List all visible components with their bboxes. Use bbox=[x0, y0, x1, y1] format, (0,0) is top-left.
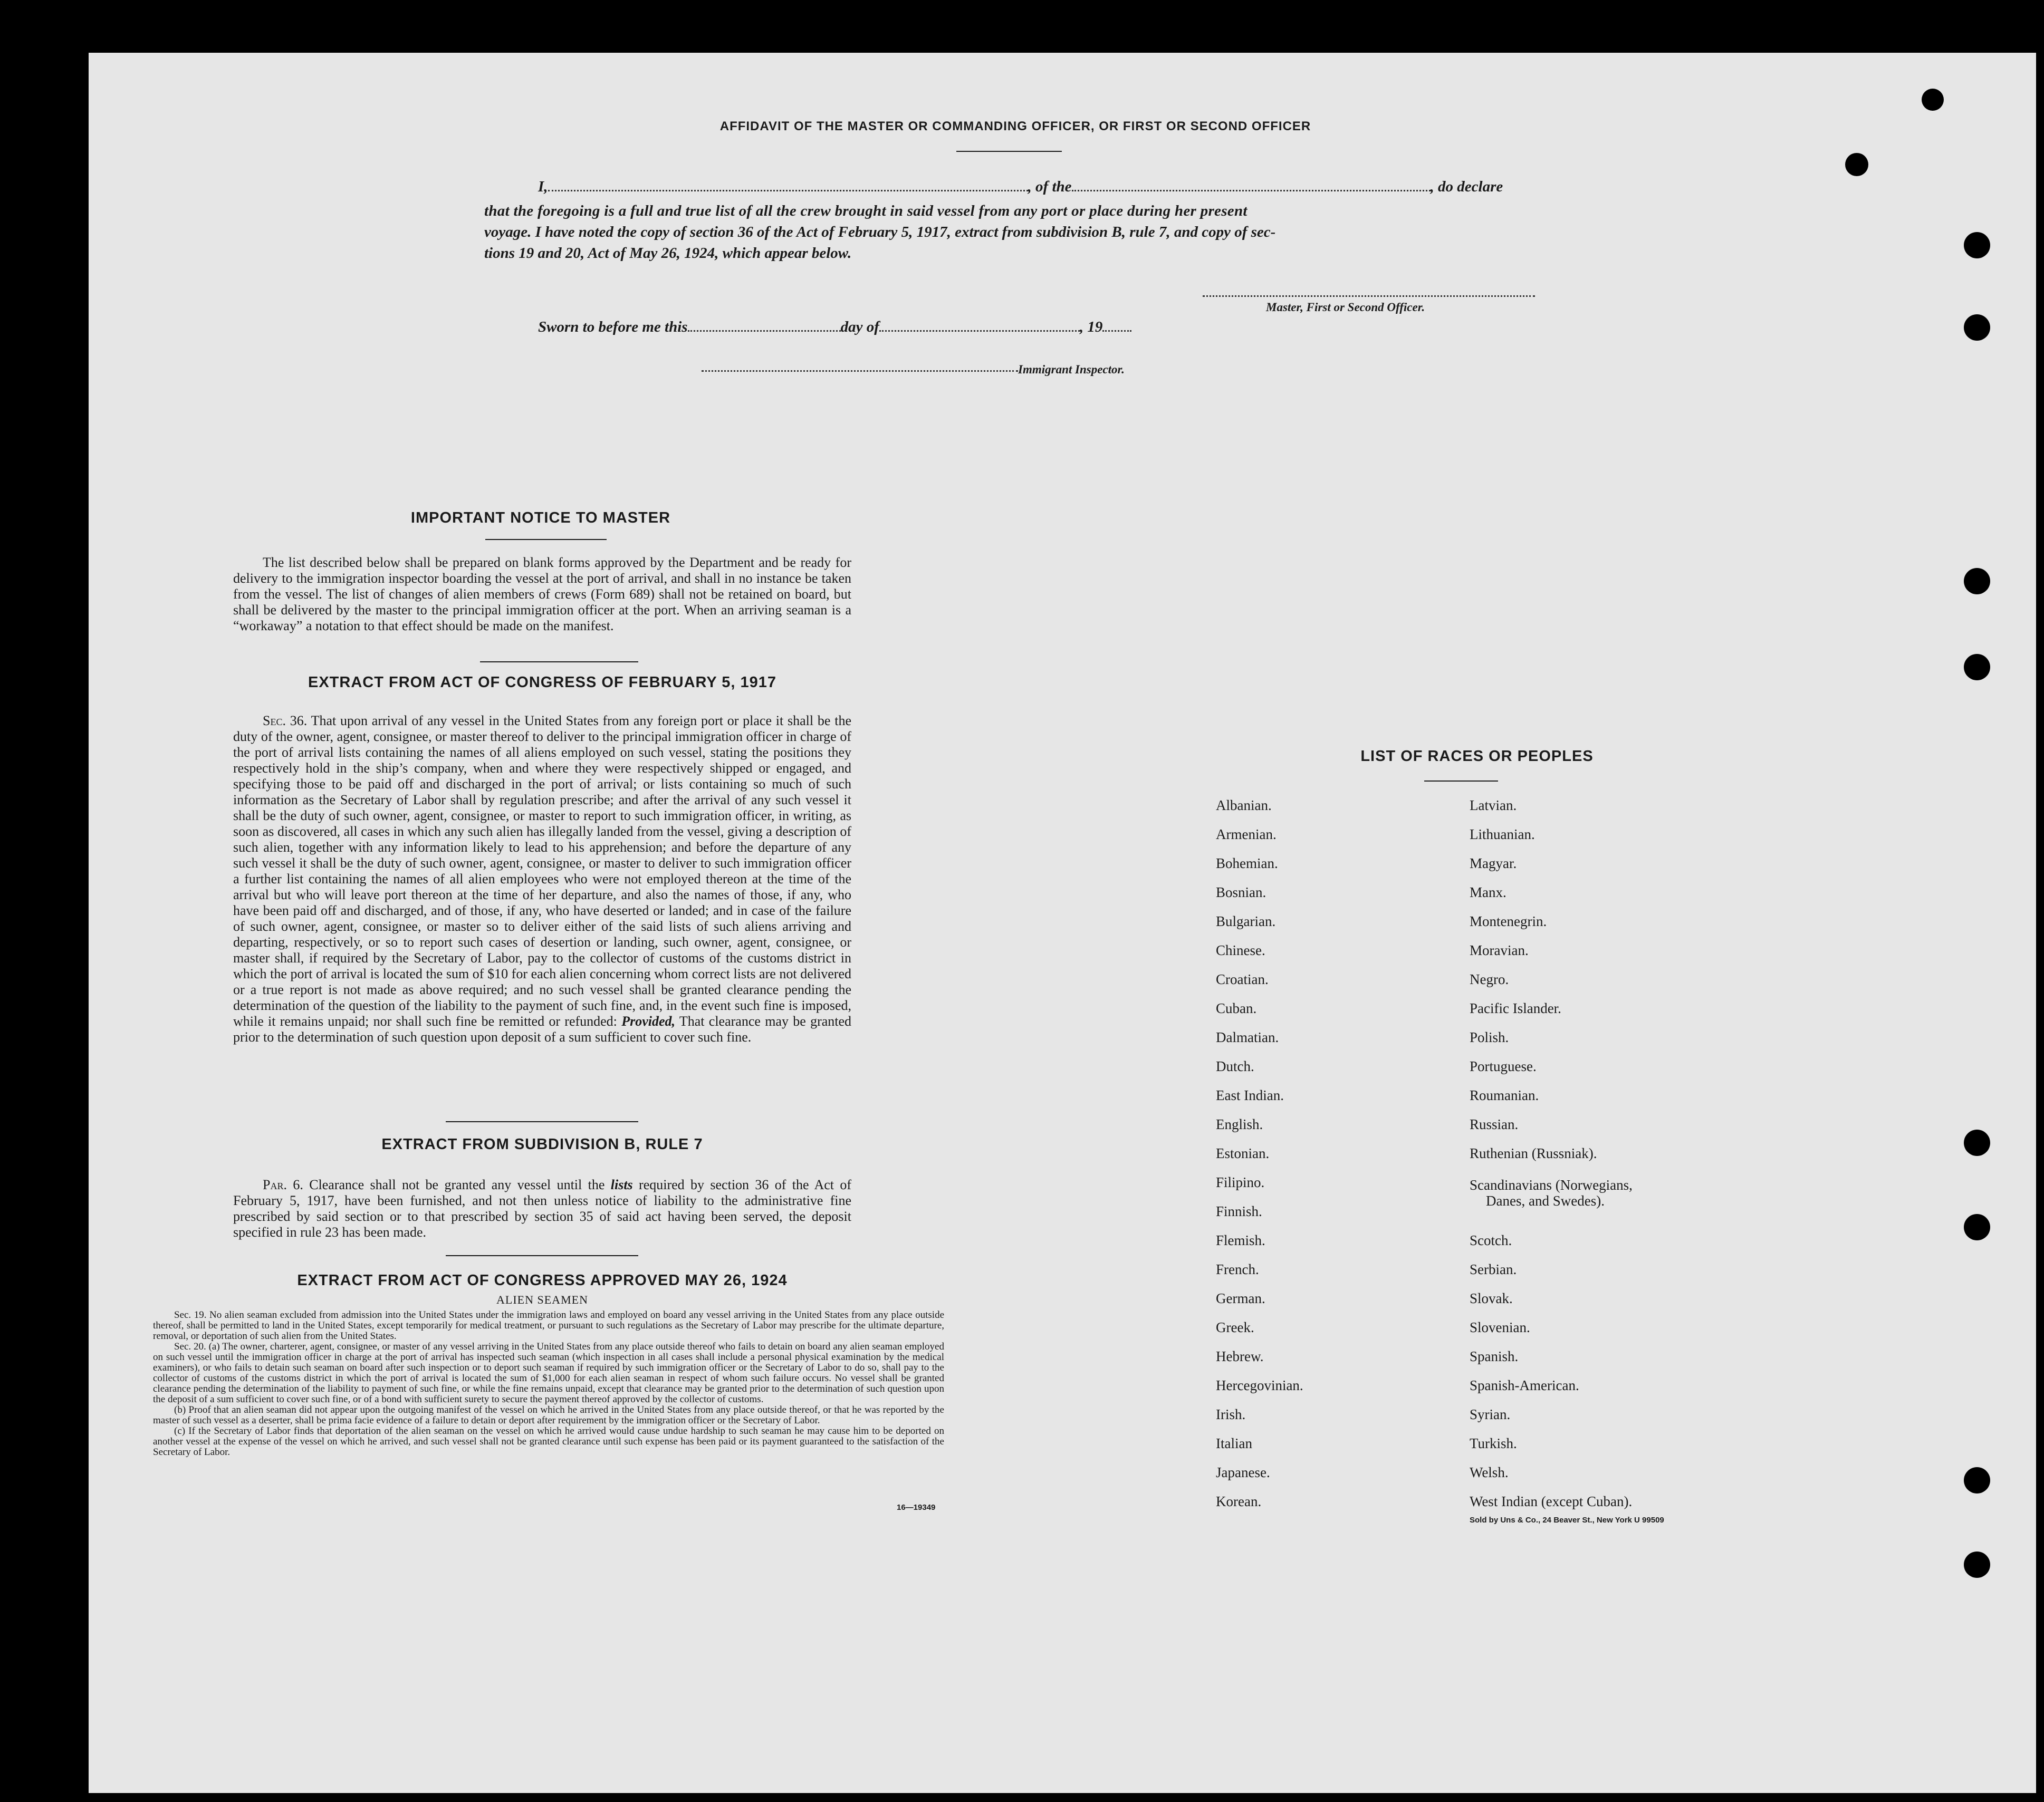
race-item: Ruthenian (Russniak). bbox=[1470, 1145, 1597, 1161]
notice-paragraph: The list described below shall be prepared on blank forms approved by the Department and be ready for delivery to the immigration inspector boarding the vessel at the port of arrival, and shall in no instance be taken from the vessel. The list of changes of alien members of crews (Form 689) shall not be retained on board, but shall be delivered by the master to the principal immigration officer at the port. When an arriving seaman is a “workaway” a notation to that effect should be made on the manifest. bbox=[233, 555, 851, 633]
sworn-prefix: Sworn to before me this bbox=[538, 319, 688, 335]
paragraph-text-a: Clearance shall not be granted any vessel until the bbox=[309, 1177, 605, 1192]
race-item: Hercegovinian. bbox=[1216, 1377, 1303, 1393]
inspector-signature-line bbox=[702, 370, 1018, 372]
punch-hole bbox=[1964, 654, 1990, 680]
paragraph-text-b: required by section 36 of the Act of February 5, 1917, have been furnished, and not then unless notice of liability to the administrative fine prescribed by said section or to that prescribed by section 35 of said act having been served, the deposit specified in rule 23 has been made. bbox=[233, 1177, 852, 1240]
punch-hole bbox=[1845, 153, 1868, 176]
race-item: Bohemian. bbox=[1216, 855, 1278, 871]
races-title: LIST OF RACES OR PEOPLES bbox=[1360, 748, 1594, 765]
race-item: Syrian. bbox=[1470, 1406, 1511, 1422]
sworn-line bbox=[538, 319, 1131, 336]
punch-hole bbox=[1922, 89, 1944, 111]
race-item: Scotch. bbox=[1470, 1232, 1512, 1248]
race-item: Filipino. bbox=[1216, 1174, 1265, 1190]
race-item: Serbian. bbox=[1470, 1261, 1517, 1277]
race-item: Finnish. bbox=[1216, 1203, 1262, 1219]
vessel-blank bbox=[1072, 178, 1431, 191]
notice-title: IMPORTANT NOTICE TO MASTER bbox=[410, 509, 671, 526]
section-20c-text: (c) If the Secretary of Labor finds that deportation of the alien seaman on the vessel on which he arrived would cause undue hardship to such seaman he may cause him to be deported on another vessel at the expense of the vessel on which he arrived, and such vessel shall not be granted clearance until such expense has been paid or its payment guaranteed to the satisfaction of the Secretary of Labor. bbox=[153, 1425, 944, 1458]
affidavit-body-line-2: that the foregoing is a full and true list of all the crew brought in said vessel from any port or place during her present bbox=[484, 203, 1247, 219]
race-item: Armenian. bbox=[1216, 826, 1277, 842]
race-item: Montenegrin. bbox=[1470, 913, 1547, 929]
divider bbox=[446, 1255, 638, 1256]
race-item: English. bbox=[1216, 1116, 1263, 1132]
race-item: West Indian (except Cuban). bbox=[1470, 1493, 1633, 1509]
punch-hole bbox=[1964, 1214, 1990, 1240]
section-label: Sec. 36. bbox=[263, 713, 308, 728]
race-item: Slovenian. bbox=[1470, 1319, 1530, 1335]
race-item: Latvian. bbox=[1470, 797, 1517, 813]
race-item: Polish. bbox=[1470, 1029, 1509, 1045]
affidavit-declaration-line bbox=[538, 178, 1503, 196]
race-item: Hebrew. bbox=[1216, 1348, 1264, 1364]
race-item: Danes, and Swedes). bbox=[1486, 1193, 1605, 1209]
race-item: Chinese. bbox=[1216, 942, 1265, 958]
race-item: Magyar. bbox=[1470, 855, 1517, 871]
race-item: Greek. bbox=[1216, 1319, 1254, 1335]
extract-1917-title: EXTRACT FROM ACT OF CONGRESS OF FEBRUARY 5, 1917 bbox=[308, 674, 777, 691]
notice-text bbox=[233, 555, 851, 634]
affidavit-title: AFFIDAVIT OF THE MASTER OR COMMANDING OFFICER, OR FIRST OR SECOND OFFICER bbox=[719, 119, 1311, 133]
extract-1917-text bbox=[233, 713, 851, 1045]
punch-hole bbox=[1964, 314, 1990, 341]
section-20b-text: (b) Proof that an alien seaman did not appear upon the outgoing manifest of the vessel on which he arrived in the United States from any place outside thereof, or that he was reported by the master of such vessel as a deserter, shall be prima facie evidence of a failure to detain or deport after requirement by the immigration officer or the Secretary of Labor. bbox=[153, 1404, 944, 1426]
alien-seamen-subtitle: ALIEN SEAMEN bbox=[496, 1293, 588, 1306]
race-item: Russian. bbox=[1470, 1116, 1519, 1132]
race-item: Irish. bbox=[1216, 1406, 1246, 1422]
race-item: Croatian. bbox=[1216, 971, 1269, 987]
extract-1924-title: EXTRACT FROM ACT OF CONGRESS APPROVED MAY 26, 1924 bbox=[297, 1272, 788, 1289]
race-item: Dutch. bbox=[1216, 1058, 1254, 1074]
section-36-text-end: That clearance may be granted prior to the determination of such question upon deposit of a sum sufficient to cover such fine. bbox=[233, 1014, 852, 1045]
race-item: Turkish. bbox=[1470, 1435, 1517, 1451]
divider bbox=[1424, 780, 1498, 782]
divider bbox=[480, 661, 638, 662]
subdivision-b-title: EXTRACT FROM SUBDIVISION B, RULE 7 bbox=[381, 1136, 703, 1153]
race-item: Welsh. bbox=[1470, 1464, 1509, 1480]
race-item: Bosnian. bbox=[1216, 884, 1266, 900]
inspector-label: Immigrant Inspector. bbox=[1018, 363, 1125, 376]
day-blank bbox=[688, 319, 841, 332]
subdivision-b-text bbox=[233, 1177, 851, 1240]
race-item: Japanese. bbox=[1216, 1464, 1270, 1480]
signature-label: Master, First or Second Officer. bbox=[1266, 301, 1425, 314]
race-item: Dalmatian. bbox=[1216, 1029, 1279, 1045]
punch-hole bbox=[1964, 568, 1990, 594]
section-20a-text: Sec. 20. (a) The owner, charterer, agent, consignee, or master of any vessel arriving in the United States from any place outside thereof who fails to detain on board any alien seaman employed on such vessel until the immigration officer in charge at the port of arrival has inspected such seaman (which inspection in all cases shall include a personal physical examination by the medical examiners), or who fails to detain such seaman on board after such inspection or to deport such seaman if required by such immigration officer or the Secretary of Labor to do so, shall pay to the collector of customs of the customs district in which the port of arrival is located the sum of $1,000 for each alien seaman in respect of whom such failure occurs. No vessel shall be granted clearance pending the determination of the liability to payment of such fine, or while the fine remains unpaid, except that clearance may be granted prior to the determination of such question upon the deposit of a sum sufficient to cover such fine, or of a bond with sufficient surety to secure the payment thereof approved by the collector of customs. bbox=[153, 1341, 944, 1405]
signature-line bbox=[1203, 295, 1535, 297]
divider bbox=[956, 151, 1062, 152]
race-item: Scandinavians (Norwegians, bbox=[1470, 1177, 1633, 1193]
race-item: Cuban. bbox=[1216, 1000, 1257, 1016]
pronoun-i: I, bbox=[538, 178, 548, 195]
race-item: Spanish-American. bbox=[1470, 1377, 1579, 1393]
day-of-label: day of bbox=[840, 319, 879, 335]
divider bbox=[485, 539, 607, 540]
race-item: Korean. bbox=[1216, 1493, 1262, 1509]
race-item: Italian bbox=[1216, 1435, 1252, 1451]
race-item: French. bbox=[1216, 1261, 1259, 1277]
extract-1924-text bbox=[153, 1310, 944, 1458]
year-label: , 19 bbox=[1079, 319, 1103, 335]
lists-word: lists bbox=[610, 1177, 633, 1192]
race-item: Portuguese. bbox=[1470, 1058, 1537, 1074]
race-item: Pacific Islander. bbox=[1470, 1000, 1561, 1016]
form-number: 16—19349 bbox=[897, 1503, 936, 1512]
paragraph-label: Par. 6. bbox=[263, 1177, 303, 1192]
declare-label: , do declare bbox=[1430, 178, 1503, 195]
race-item: Albanian. bbox=[1216, 797, 1272, 813]
race-item: Roumanian. bbox=[1470, 1087, 1539, 1103]
race-item: Slovak. bbox=[1470, 1290, 1513, 1306]
race-item: German. bbox=[1216, 1290, 1265, 1306]
section-19-text: Sec. 19. No alien seaman excluded from admission into the United States under the immigration laws and employed on board any vessel arriving in the United States from any place outside thereof, shall be permitted to land in the United States, except temporarily for medical treatment, or pursuant to such regulations as the Secretary of Labor may prescribe for the ultimate departure, removal, or deportation of such alien from the United States. bbox=[153, 1309, 944, 1342]
provided-word: Provided, bbox=[621, 1014, 676, 1029]
section-36-text: That upon arrival of any vessel in the United States from any foreign port or place it shall be the duty of the owner, agent, consignee, or master thereof to deliver to the principal immigration officer in charge of the port of arrival lists containing the names of all aliens employed on such vessel, stating the positions they respectively hold in the ship’s company, when and where they were respectively shipped or engaged, and specifying those to be paid off and discharged in the port of arrival; or lists containing so much of such information as the Secretary of Labor shall by regulation prescribe; and after the arrival of any such vessel it shall be the duty of such owner, agent, consignee, or master to report to such immigration officer, in writing, as soon as discovered, all cases in which any such alien has illegally landed from the vessel, giving a description of such alien, together with any information likely to lead to his apprehension; and before the departure of any such vessel it shall be the duty of such owner, agent, consignee, or master to deliver to such immigration officer a further list containing the names of all alien employees who were not employed thereon at the time of the arrival but who will leave port thereon at the time of her departure, and also the names of those, if any, who have been paid off and discharged, and of those, if any, who have deserted or landed; and in case of the failure of such owner, agent, consignee, or master so to deliver either of the said lists of such aliens arriving and departing, respectively, or so to report such cases of desertion or landing, such owner, agent, consignee, or master shall, if required by the Secretary of Labor, pay to the collector of customs of the customs district in which the port of arrival is located the sum of $10 for each alien concerning whom correct lists are not delivered or a true report is not made as above required; and no such vessel shall be granted clearance pending the determination of the question of the liability to the payment of such fine, and, in the event such fine is imposed, while it remains unpaid; nor shall such fine be remitted or refunded: bbox=[233, 713, 852, 1029]
month-blank bbox=[879, 319, 1080, 332]
race-item: Estonian. bbox=[1216, 1145, 1270, 1161]
affidavit-body-line-3: voyage. I have noted the copy of section 36 of the Act of February 5, 1917, extract from subdivision B, rule 7, and copy of sec- bbox=[484, 224, 1276, 240]
printer-footer: Sold by Uns & Co., 24 Beaver St., New York U 99509 bbox=[1470, 1516, 1664, 1525]
race-item: Spanish. bbox=[1470, 1348, 1519, 1364]
divider bbox=[446, 1121, 638, 1122]
race-item: Flemish. bbox=[1216, 1232, 1265, 1248]
punch-hole bbox=[1964, 232, 1990, 258]
of-the-label: , of the bbox=[1028, 178, 1072, 195]
race-item: Manx. bbox=[1470, 884, 1506, 900]
race-item: East Indian. bbox=[1216, 1087, 1284, 1103]
name-blank bbox=[548, 178, 1028, 191]
punch-hole bbox=[1964, 1552, 1990, 1578]
race-item: Negro. bbox=[1470, 971, 1509, 987]
punch-hole bbox=[1964, 1467, 1990, 1493]
punch-hole bbox=[1964, 1130, 1990, 1156]
race-item: Bulgarian. bbox=[1216, 913, 1276, 929]
race-item: Lithuanian. bbox=[1470, 826, 1535, 842]
year-blank bbox=[1102, 319, 1131, 332]
affidavit-body-line-4: tions 19 and 20, Act of May 26, 1924, which appear below. bbox=[484, 245, 852, 262]
race-item: Moravian. bbox=[1470, 942, 1529, 958]
